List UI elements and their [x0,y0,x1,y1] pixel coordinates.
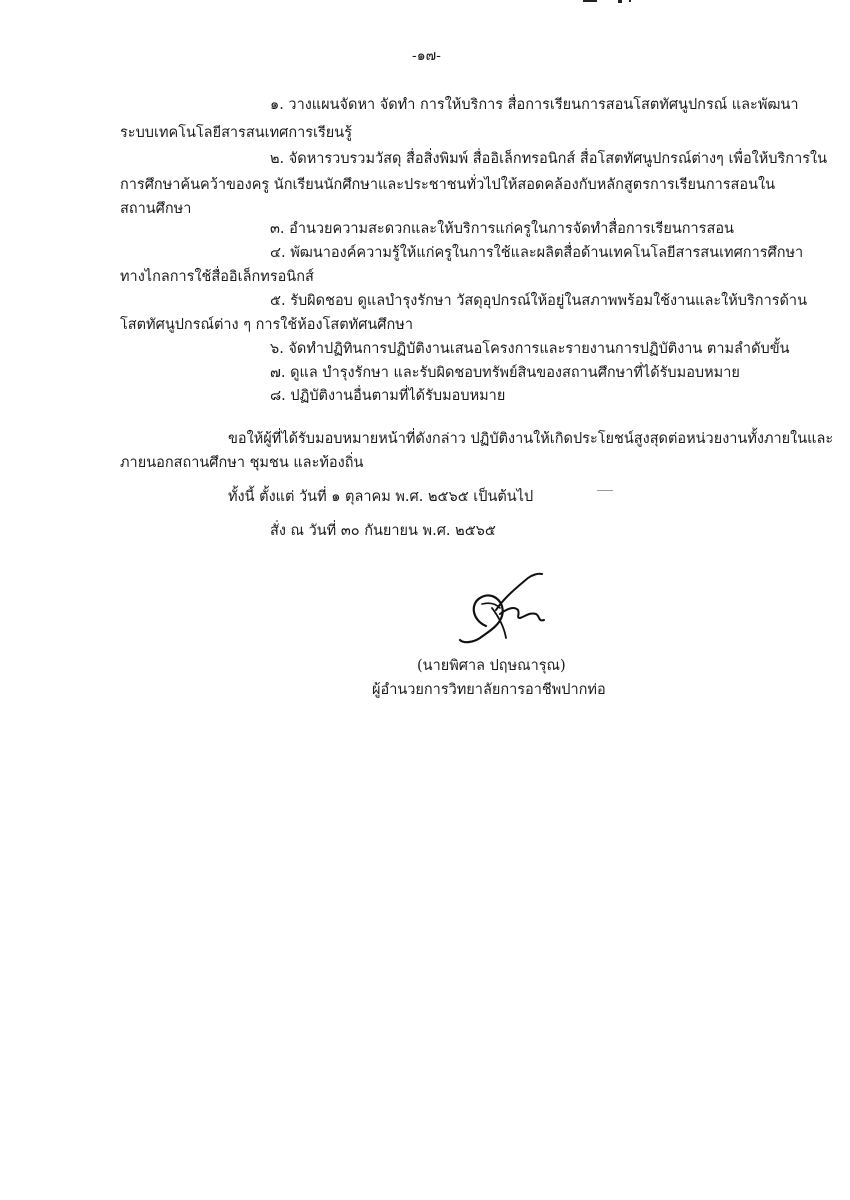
duty-2-line-2: การศึกษาค้นคว้าของครู นักเรียนนักศึกษาและประชาชนทั่วไปให้สอดคล้องกับหลักสูตรการเรียนการสอนใน [120,177,776,193]
effective-date: ทั้งนี้ ตั้งแต่ วันที่ ๑ ตุลาคม พ.ศ. ๒๕๖๕ เป็นต้นไป [228,489,534,505]
duty-6-line-1: ๖. จัดทำปฏิทินการปฏิบัติงานเสนอโครงการและรายงานการปฏิบัติงาน ตามลำดับขั้น [270,341,790,357]
closing-line-1: ขอให้ผู้ที่ได้รับมอบหมายหน้าที่ดังกล่าว ปฏิบัติงานให้เกิดประโยชน์สูงสุดต่อหน่วยงานทั้งภายในและ [228,431,834,447]
duty-2-line-3: สถานศึกษา [120,201,192,217]
duty-8-line-1: ๘. ปฏิบัติงานอื่นตามที่ได้รับมอบหมาย [270,388,506,404]
page-number: -๑๗- [412,48,441,64]
signer-position: ผู้อำนวยการวิทยาลัยการอาชีพปากท่อ [372,682,606,698]
closing-line-2: ภายนอกสถานศึกษา ชุมชน และท้องถิ่น [120,455,364,471]
duty-5-line-1: ๕. รับผิดชอบ ดูแลบำรุงรักษา วัสดุอุปกรณ์ให้อยู่ในสภาพพร้อมใช้งานและให้บริการด้าน [270,293,807,309]
signature [452,568,562,648]
duty-5-line-2: โสตทัศนูปกรณ์ต่าง ๆ การใช้ห้องโสตทัศนศึกษา [120,317,413,333]
signer-name: (นายพิศาล ปฤษณารุณ) [417,658,566,674]
scan-artifact [597,490,613,491]
scan-artifact [583,0,597,2]
scan-artifact [618,0,622,3]
duty-4-line-2: ทางไกลการใช้สื่ออิเล็กทรอนิกส์ [120,269,314,285]
order-date: สั่ง ณ วันที่ ๓๐ กันยายน พ.ศ. ๒๕๖๕ [270,523,496,539]
scan-artifact [629,0,631,2]
duty-3-line-1: ๓. อำนวยความสะดวกและให้บริการแก่ครูในการจัดทำสื่อการเรียนการสอน [270,221,734,237]
duty-7-line-1: ๗. ดูแล บำรุงรักษา และรับผิดชอบทรัพย์สินของสถานศึกษาที่ได้รับมอบหมาย [270,365,740,381]
duty-2-line-1: ๒. จัดหารวบรวมวัสดุ สื่อสิ่งพิมพ์ สื่ออิเล็กทรอนิกส์ สื่อโสตทัศนูปกรณ์ต่างๆ เพื่อให้บริการใน [270,151,827,167]
duty-1-line-2: ระบบเทคโนโลยีสารสนเทศการเรียนรู้ [120,125,352,141]
duty-1-line-1: ๑. วางแผนจัดหา จัดทำ การให้บริการ สื่อการเรียนการสอนโสตทัศนูปกรณ์ และพัฒนา [270,97,799,113]
duty-4-line-1: ๔. พัฒนาองค์ความรู้ให้แก่ครูในการใช้และผลิตสื่อด้านเทคโนโลยีสารสนเทศการศึกษา [270,245,804,261]
